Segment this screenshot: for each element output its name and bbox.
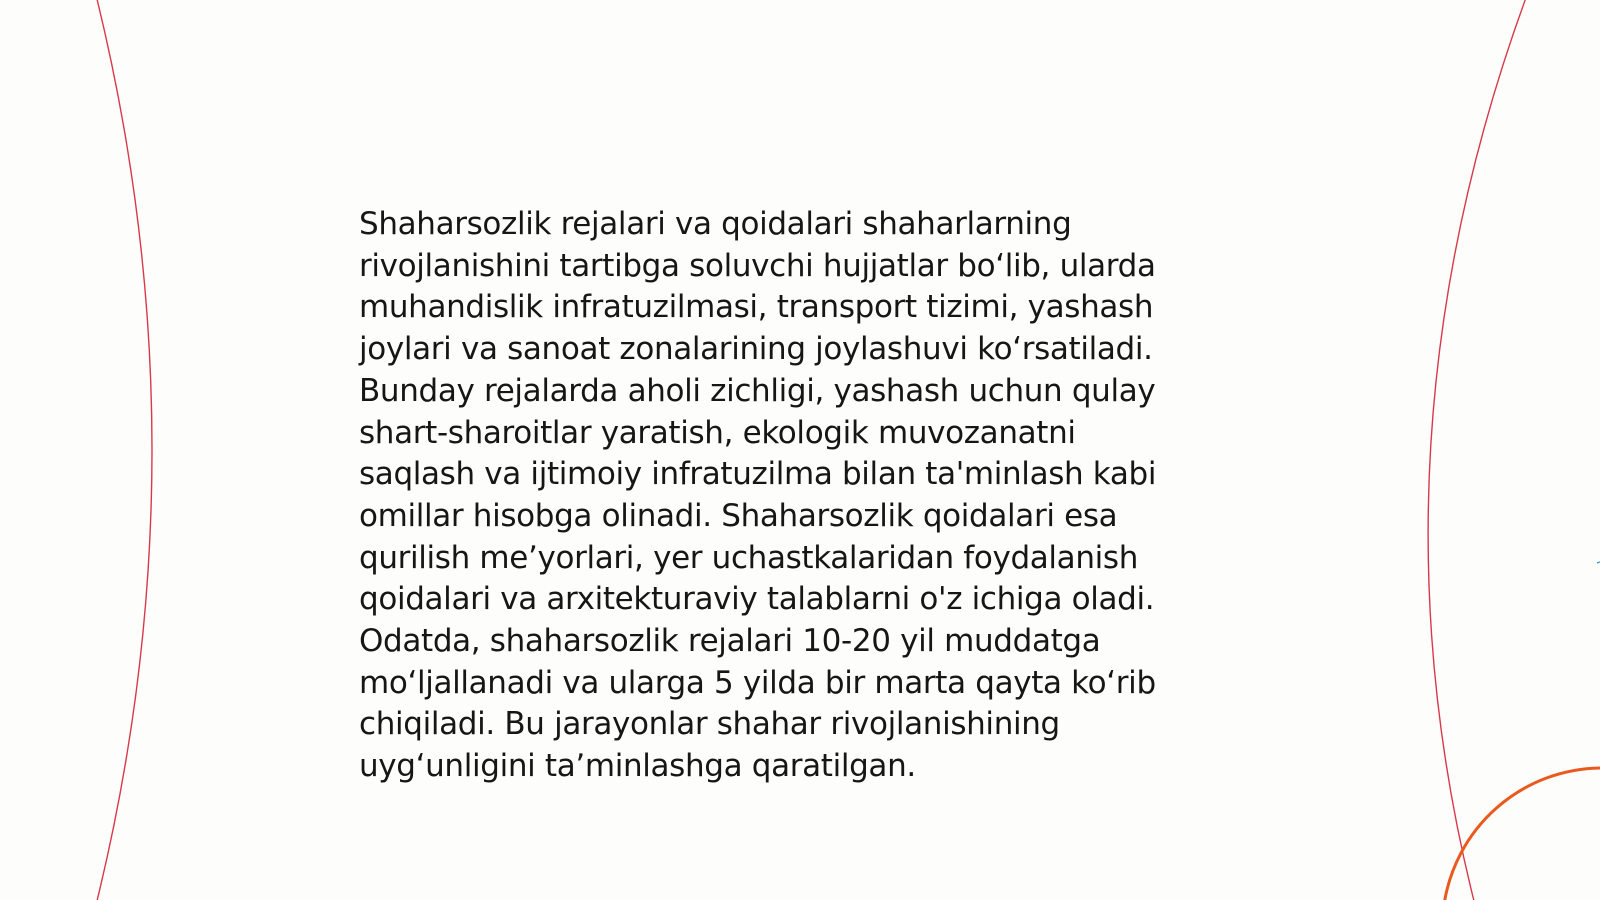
paragraph-line: Odatda, shaharsozlik rejalari 10-20 yil muddatga (359, 623, 1101, 660)
left-curve-line (96, 0, 152, 900)
orange-arc (1444, 768, 1600, 900)
paragraph-line: rivojlanishini tartibga soluvchi hujjatlar bo‘lib, ularda (359, 247, 1156, 284)
paragraph-line: mo‘ljallanadi va ularga 5 yilda bir marta qayta ko‘rib (359, 664, 1156, 701)
paragraph-line: shart-sharoitlar yaratish, ekologik muvozanatni (359, 414, 1076, 451)
paragraph-line: qoidalari va arxitekturaviy talablarni o'z ichiga oladi. (359, 581, 1155, 618)
paragraph-line: joylari va sanoat zonalarining joylashuvi ko‘rsatiladi. (359, 331, 1153, 368)
paragraph-line: Bunday rejalarda aholi zichligi, yashash uchun qulay (359, 372, 1156, 409)
paragraph-line: uyg‘unligini ta’minlashga qaratilgan. (359, 748, 916, 785)
paragraph-line: omillar hisobga olinadi. Shaharsozlik qoidalari esa (359, 497, 1118, 534)
right-curve-line (1428, 0, 1527, 900)
paragraph-line: chiqiladi. Bu jarayonlar shahar rivojlanishining (359, 706, 1060, 743)
paragraph-line: saqlash va ijtimoiy infratuzilma bilan ta'minlash kabi (359, 456, 1157, 493)
paragraph-line: muhandislik infratuzilmasi, transport tizimi, yashash (359, 289, 1154, 326)
paragraph-line: qurilish me’yorlari, yer uchastkalaridan foydalanish (359, 539, 1138, 576)
body-paragraph (359, 204, 1239, 788)
paragraph-line: Shaharsozlik rejalari va qoidalari shaharlarning (359, 206, 1072, 242)
